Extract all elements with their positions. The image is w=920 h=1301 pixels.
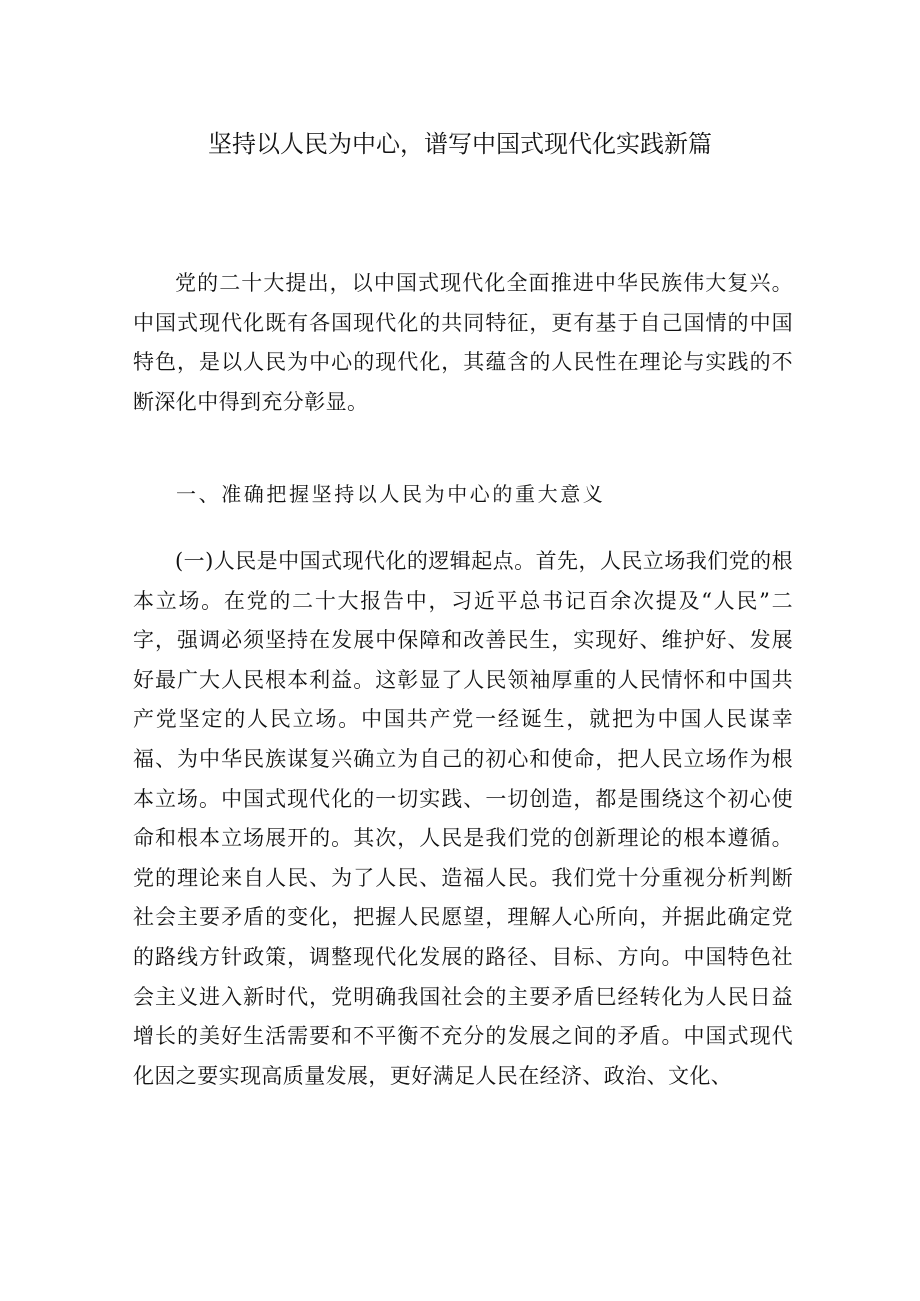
subsection-paragraph: (一)人民是中国式现代化的逻辑起点。首先，人民立场我们党的根本立场。在党的二十大报告中，习近平总书记百余次提及“人民”二字，强调必须坚持在发展中保障和改善民生，实现好、维护好、发展好最广大人民根本利益。这彰显了人民领袖厚重的人民情怀和中国共产党坚定的人民立场。中国共产党一经诞生，就把为中国人民谋幸福、为中华民族谋复兴确立为自己的初心和使命，把人民立场作为根本立场。中国式现代化的一切实践、一切创造，都是围绕这个初心使命和根本立场展开的。其次，人民是我们党的创新理论的根本遵循。党的理论来自人民、为了人民、造福人民。我们党十分重视分析判断社会主要矛盾的变化，把握人民愿望，理解人心所向，并据此确定党的路线方针政策，调整现代化发展的路径、目标、方向。中国特色社会主义进入新时代，党明确我国社会的主要矛盾巳经转化为人民日益增长的美好生活需要和不平衡不充分的发展之间的矛盾。中国式现代化因之要实现高质量发展，更好满足人民在经济、政治、文化、 [133,549,793,1088]
section-heading: 一、准确把握坚持以人民为中心的重大意义 [176,482,606,506]
document-title: 坚持以人民为中心，谱写中国式现代化实践新篇 [208,130,712,158]
intro-paragraph: 党的二十大提出，以中国式现代化全面推进中华民族伟大复兴。中国式现代化既有各国现代化的共同特征，更有基于自己国情的中国特色，是以人民为中心的现代化，其蕴含的人民性在理论与实践的不断深化中得到充分彰显。 [133,271,793,414]
